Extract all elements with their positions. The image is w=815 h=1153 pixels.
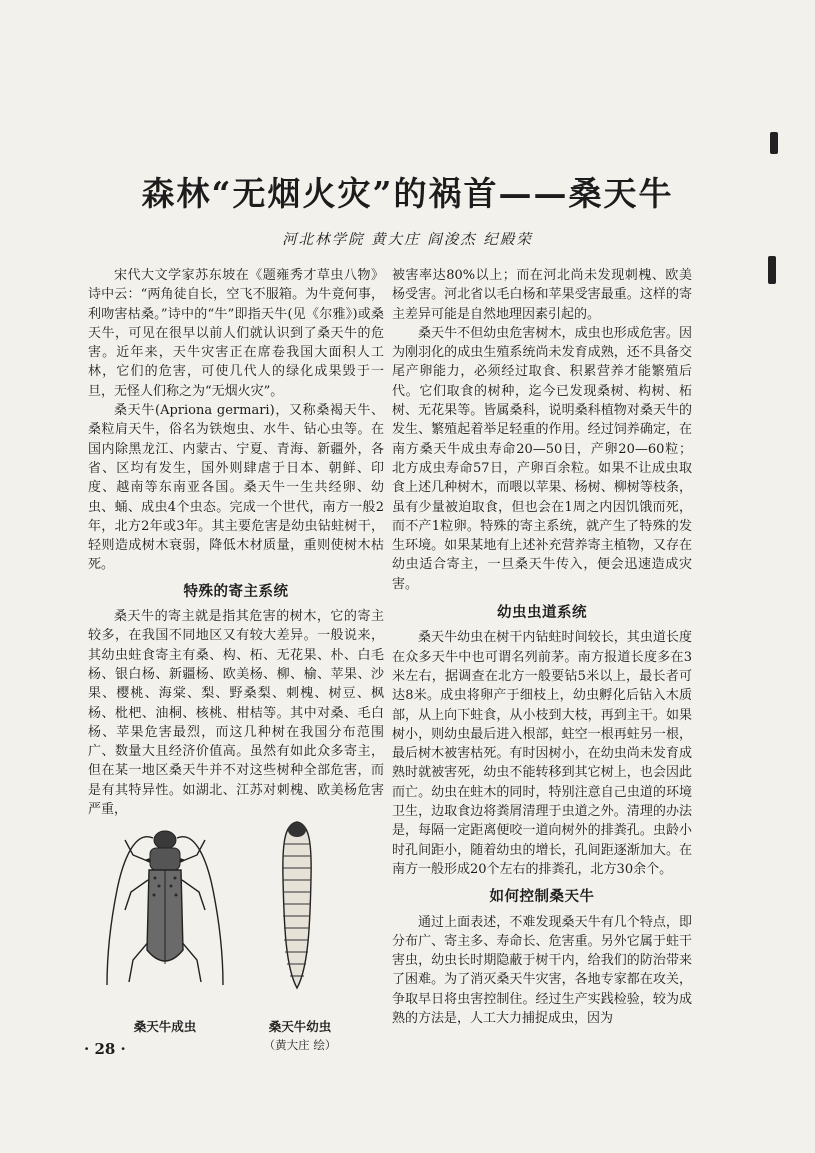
section-heading-larval-tunnel: 幼虫虫道系统 — [497, 605, 587, 622]
adult-figure-caption: 桑天牛成虫 — [133, 1019, 197, 1034]
left-column — [88, 266, 384, 819]
adult-feeding-paragraph: 桑天牛不但幼虫危害树木，成虫也形成危害。因为刚羽化的成虫生殖系统尚未发育成熟，还不具备交尾产卵能力，必须经过取食、积累营养才能繁殖后代。它们取食的树种，迄今已发现桑树、构树、柘树、无花果等。皆属桑科，说明桑科植物对桑天牛的发生、繁殖起着举足轻重的作用。经过饲养确定，在南方桑天牛成虫寿命20—50日，产卵20—60粒；北方成虫寿命57日，产卵百余粒。如果不让成虫取食上述几种树木，而喂以苹果、杨树、柳树等枝条，虽有少量被迫取食，但也会在1周之内因饥饿而死，而不产1粒卵。特殊的寄主系统，就产生了特殊的发生环境。如果某地有上述补充营养寄主植物，又存在幼虫适合寄主，一旦桑天牛传入，便会迅速造成灾害。 — [392, 325, 692, 592]
page-number: · 28 · — [84, 1040, 126, 1058]
author-byline: 河北林学院 黄大庄 阎浚杰 纪殿荣 — [282, 232, 533, 248]
section-heading-control: 如何控制桑天牛 — [489, 889, 595, 906]
larva-figure-caption: 桑天牛幼虫 — [268, 1019, 332, 1034]
article-title: 森林“无烟火灾”的祸首——桑天牛 — [141, 174, 674, 213]
scan-edge-mark — [768, 256, 776, 284]
section-heading-host-system: 特殊的寄主系统 — [183, 583, 289, 600]
control-paragraph: 通过上面表述，不难发现桑天牛有几个特点，即分布广、寄主多、寿命长、危害重。另外它属于蛀干害虫，幼虫长时期隐蔽于树干内，给我们的防治带来了困难。为了消灭桑天牛灾害，各地专家都在攻关，争取早日将虫害控制住。经过生产实践检验，较为成熟的方法是，人工大力捕捉成虫，因为 — [392, 914, 692, 1026]
host-system-paragraph: 桑天牛的寄主就是指其危害的树木，它的寄主较多，在我国不同地区又有较大差异。一般说来，其幼虫蛀食寄主有桑、构、柘、无花果、朴、白毛杨、银白杨、新疆杨、欧美杨、柳、榆、苹果、沙果、樱桃、海棠、梨、野桑梨、刺槐、树豆、枫杨、枇杷、油桐、核桃、柑桔等。其中对桑、毛白杨、苹果危害最烈，而这几种树在我国分布范围广、数量大且经济价值高。虽然有如此众多寄主，但在某一地区桑天牛并不对这些树种全部危害，而是有其特异性。如湖北、江苏对刺槐、欧美杨危害严重， — [88, 609, 384, 818]
intro-paragraph: 宋代大文学家苏东坡在《题雍秀才草虫八物》诗中云：“两角徒自长，空飞不服箱。为牛竟何事，利吻害枯桑。”诗中的“牛”即指天牛(见《尔雅》)或桑天牛，可见在很早以前人们就认识到了桑天牛的危害。近年来，天牛灾害正在席卷我国大面积人工林，它们的危害，可使几代人的绿化成果毁于一旦，无怪人们称之为“无烟火灾”。 — [88, 268, 384, 399]
adult-beetle-illustration — [95, 800, 235, 1010]
scan-edge-mark — [770, 132, 778, 154]
larva-illustration — [272, 818, 322, 993]
host-continued-paragraph: 被害率达80%以上；而在河北尚未发现刺槐、欧美杨受害。河北省以毛白杨和苹果受害最重。这样的寄主差异可能是自然地理因素引起的。 — [392, 268, 692, 322]
right-column — [392, 266, 692, 1028]
species-paragraph: 桑天牛(Apriona germari)，又称桑褐天牛、桑粒肩天牛，俗名为铁炮虫、水牛、钻心虫等。在国内除黑龙江、内蒙古、宁夏、青海、新疆外，各省、区均有发生，国外则肆虐于日本、朝鲜、印度、越南等东南亚各国。桑天牛一生共经卵、幼虫、蛹、成虫4个虫态。完成一个世代，南方一般2年，北方2年或3年。其主要危害是幼虫钻蛀树干，轻则造成树木衰弱，降低木材质量，重则使树木枯死。 — [88, 403, 384, 573]
illustration-credit: （黄大庄 绘） — [263, 1038, 337, 1052]
larval-tunnel-paragraph: 桑天牛幼虫在树干内钻蛀时间较长，其虫道长度在众多天牛中也可谓名列前茅。南方报道长度多在3米左右，据调查在北方一般要钻5米以上，最长者可达8米。成虫将卵产于细枝上，幼虫孵化后钻入木质部，从上向下蛀食，从小枝到大枝，再到主干。如果树小，则幼虫最后进入根部，蛀空一根再蛀另一根，最后树木被害枯死。有时因树小，在幼虫尚未发育成熟时就被害死，幼虫不能转移到其它树上，也会因此而亡。幼虫在蛀木的同时，特别注意自己虫道的环境卫生，边取食边将粪屑清理于虫道之外。清理的办法是，每隔一定距离便咬一道向树外的排粪孔。虫龄小时孔间距小，随着幼虫的增长，孔间距逐渐加大。在南方一般形成20个左右的排粪孔，北方30余个。 — [392, 630, 692, 877]
